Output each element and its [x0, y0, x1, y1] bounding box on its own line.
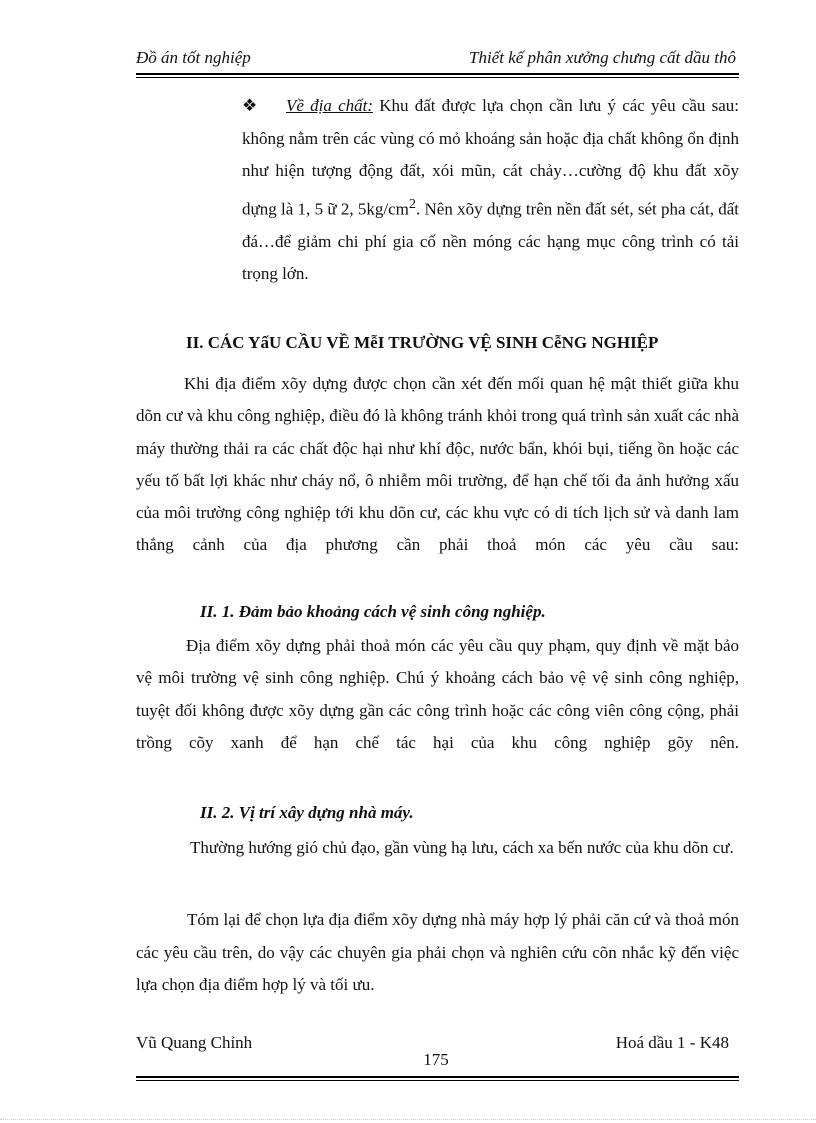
header-rule-thick: [136, 73, 739, 75]
footer-rule-thick: [136, 1076, 739, 1078]
section-paragraph: Khi địa điểm xõy dựng được chọn cần xét đến mối quan hệ mật thiết giữa khu dõn cư và khu công nghiệp, điều đó là không tránh khỏi trong quá trình sản xuất các nhà máy thường thải ra các chất độc hại như khí độc, nước bẩn, khói bụi, tiếng ồn hoặc các yếu tố bất lợi khác như cháy nổ, ô nhiễm môi trường, để hạn chế tối đa ảnh hưởng xấu của môi trường công nghiệp tới khu dõn cư, các khu vực có di tích lịch sử và danh lam thắng cảnh của địa phương cần phải thoả món các yêu cầu sau:: [136, 374, 739, 555]
geology-paragraph: [242, 90, 739, 291]
section-heading: II. CÁC YấU CẦU VỀ MễI TRƯỜNG VỆ SINH CễNG NGHIỆP: [186, 333, 659, 352]
header-document-type: Đồ án tốt nghiệp: [136, 48, 251, 67]
page-edge-divider: [0, 1119, 816, 1120]
diamond-bullet-icon: ❖: [242, 96, 258, 115]
subsection-2-paragraph: Thường hướng gió chủ đạo, gần vùng hạ lưu, cách xa bến nước của khu dõn cư.: [190, 838, 734, 857]
footer-author: Vũ Quang Chỉnh: [136, 1033, 253, 1052]
geology-label: Về địa chất:: [286, 96, 373, 115]
subsection-2-heading: II. 2. Vị trí xây dựng nhà máy.: [200, 803, 414, 822]
summary-paragraph: Tóm lại để chọn lựa địa điểm xõy dựng nhà máy hợp lý phải căn cứ và thoả món các yêu cầu trên, do vậy các chuyên gia phải chọn và nghiên cứu cõn nhắc kỹ đến việc lựa chọn địa điểm hợp lý và tối ưu.: [136, 910, 739, 994]
page-number: 175: [423, 1050, 449, 1069]
geology-text-a: Khu đất được lựa chọn cần lưu ý các yêu cầu sau: không nằm trên các vùng có mỏ khoáng sản hoặc địa chất không ổn định như hiện tượng động đất, xói mũn, cát chảy…cường độ khu đất xõy dựng là 1, 5 ữ 2, 5kg/cm: [242, 96, 739, 219]
header-rule-thin: [136, 77, 739, 78]
subsection-1-paragraph: Địa điểm xõy dựng phải thoả món các yêu cầu quy phạm, quy định về mặt bảo vệ môi trường vệ sinh công nghiệp. Chú ý khoảng cách bảo vệ vệ sinh công nghiệp, tuyệt đối không được xõy dựng gần các công trình hoặc các công viên công cộng, phải trồng cõy xanh để hạn chế tác hại của khu công nghiệp gõy nên.: [136, 636, 739, 752]
header-document-title: Thiết kế phân xưởng chưng cất dầu thô: [469, 48, 736, 67]
footer-class: Hoá dầu 1 - K48: [615, 1033, 729, 1052]
geology-superscript: 2: [408, 195, 416, 212]
geology-text-b: . Nên xõy dựng trên nền đất sét, sét pha cát, đất đá…để giảm chi phí gia cố nền móng các hạng mục công trình có tải trọng lớn.: [242, 199, 739, 284]
footer-rule-thin: [136, 1080, 739, 1081]
subsection-1-heading: II. 1. Đảm bảo khoảng cách vệ sinh công nghiệp.: [200, 602, 546, 621]
